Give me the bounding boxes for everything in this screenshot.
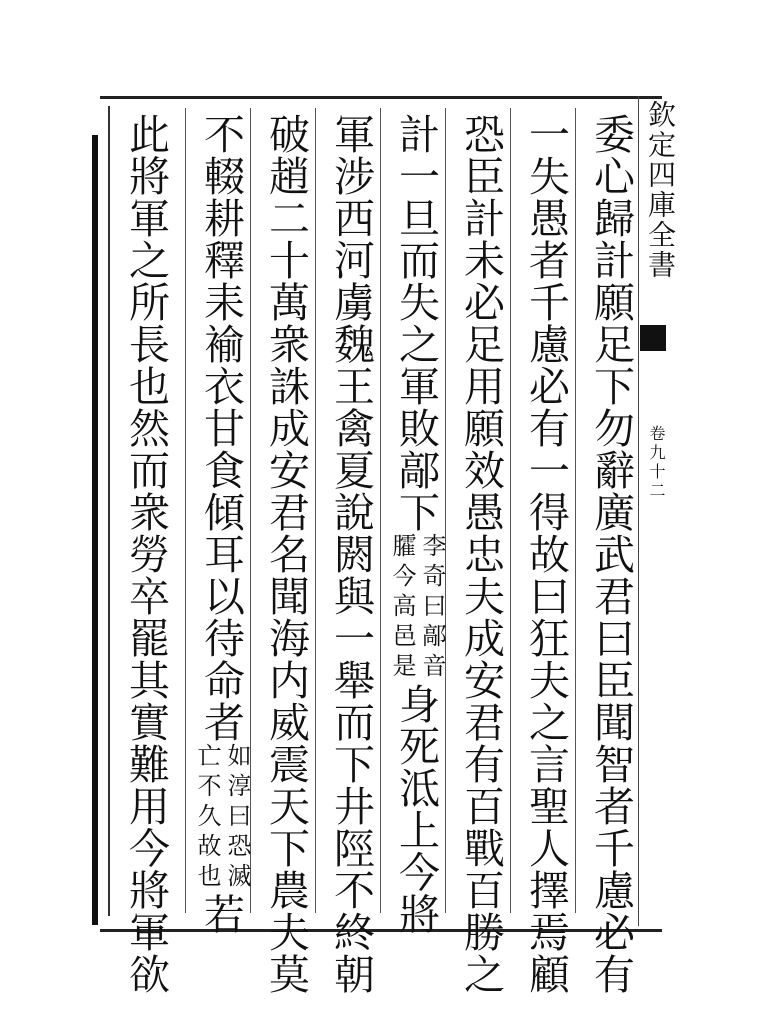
volume-label: 卷九十二 <box>647 425 666 501</box>
text-column-5: 軍涉西河虜魏王禽夏說閼與一舉而下井陘不終朝 <box>327 113 375 995</box>
text-column-8: 此將軍之所長也然而衆勞卒罷其實難用今將軍欲 <box>122 113 170 995</box>
fishtail-mark-icon <box>640 325 666 351</box>
column-rule <box>185 108 186 913</box>
text-column-2: 一失愚者千慮必有一得故曰狂夫之言聖人擇焉顧 <box>522 113 570 995</box>
text-column-3: 恐臣計未必足用願效愚忠夫成安君有百戰百勝之 <box>457 113 505 995</box>
left-border-thin <box>108 106 110 916</box>
main-text: 身死泜上今將 <box>392 683 440 935</box>
text-column-7 <box>190 113 252 935</box>
note-line-left: 亡不久故也 <box>193 743 221 893</box>
main-text: 計一旦而失之軍敗鄗下 <box>392 113 440 533</box>
note-line-right: 如淳曰恐滅 <box>223 743 251 893</box>
text-column-1: 委心歸計願足下勿辭廣武君曰臣聞智者千慮必有 <box>587 113 635 995</box>
main-text: 不輟耕釋耒褕衣甘食傾耳以待命者 <box>197 113 245 743</box>
note-line-right: 李奇曰鄗音 <box>418 533 446 683</box>
text-column-4 <box>385 113 447 935</box>
commentary-note <box>387 533 447 683</box>
commentary-note <box>192 743 252 893</box>
book-title: 欽定四庫全書 <box>644 100 677 280</box>
note-line-left: 臛今高邑是 <box>388 533 416 683</box>
text-column-6: 破趙二十萬衆誅成安君名聞海内威震天下農夫莫 <box>262 113 310 995</box>
main-text: 若 <box>197 893 245 935</box>
left-border-thick <box>92 135 98 925</box>
